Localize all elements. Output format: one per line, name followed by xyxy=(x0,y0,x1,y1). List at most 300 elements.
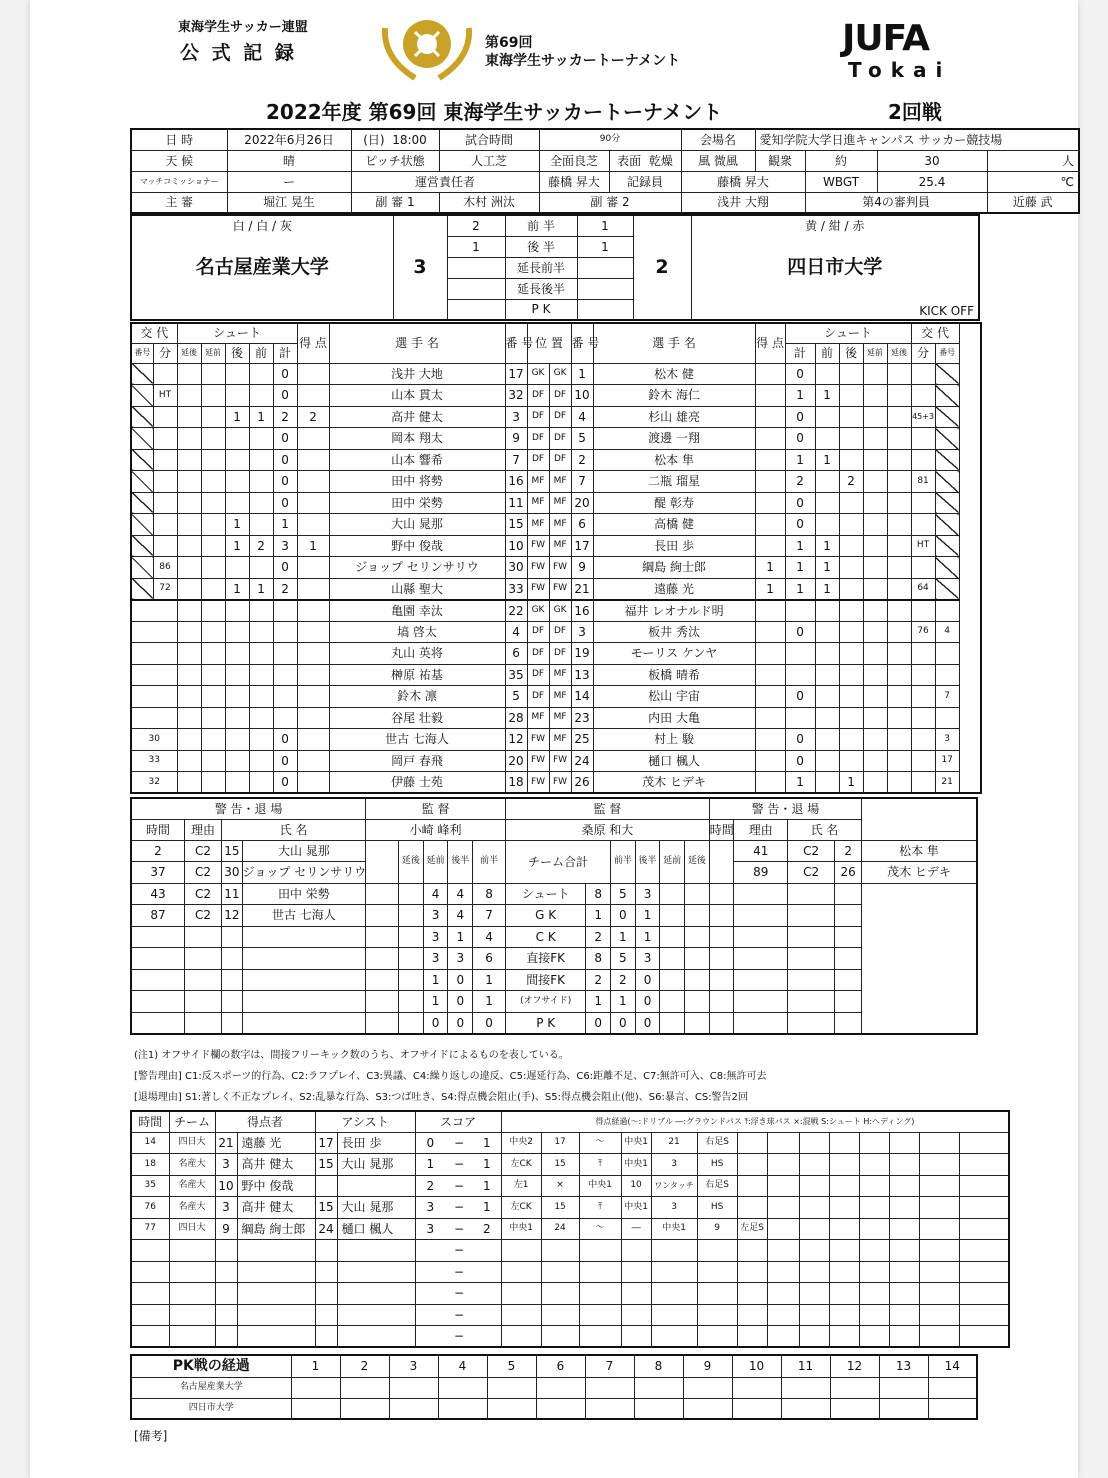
card-player xyxy=(835,905,862,927)
home-shots xyxy=(249,664,273,686)
goal-flow-step xyxy=(767,1283,799,1305)
stat-ext1 xyxy=(660,883,685,905)
goal-flow-step xyxy=(697,1240,737,1262)
home-player-name: 田中 将勢 xyxy=(329,471,505,493)
sub-header: 交 代 xyxy=(131,323,177,343)
sub-minute xyxy=(911,385,935,407)
pk-kick-number: 13 xyxy=(879,1355,928,1377)
away-shots xyxy=(815,686,839,708)
goal-flow-step xyxy=(697,1304,737,1326)
away-stat-total: 0 xyxy=(586,1012,611,1034)
goal-flow-step: 〜 xyxy=(579,1132,621,1154)
home-player-position: FW xyxy=(527,750,549,772)
away-shots xyxy=(887,449,911,471)
pk-kick xyxy=(438,1398,487,1419)
goal-empty xyxy=(315,1326,337,1348)
home-shots xyxy=(177,428,201,450)
away-shots xyxy=(863,643,887,665)
home-shots xyxy=(177,471,201,493)
away-shots xyxy=(863,492,887,514)
home-shots xyxy=(273,686,297,708)
assist-number: 17 xyxy=(315,1132,337,1154)
record-title: 公 式 記 録 xyxy=(180,42,297,64)
pk-kick xyxy=(585,1377,634,1398)
stat-label: C K xyxy=(506,926,586,948)
home-stat-h1: 4 xyxy=(448,883,473,905)
pk-kick xyxy=(389,1377,438,1398)
stat-ext2 xyxy=(685,991,710,1013)
sub-number-cell xyxy=(935,492,959,514)
home-stat-total: 6 xyxy=(473,948,506,970)
away-player-name: 高橋 健 xyxy=(593,514,755,536)
home-shots xyxy=(249,428,273,450)
wind-label: 風 xyxy=(698,153,711,168)
goal-team: 名産大 xyxy=(169,1154,215,1176)
sub-number-cell xyxy=(935,406,959,428)
away-shots xyxy=(887,406,911,428)
away-player-position: DF xyxy=(549,621,571,643)
goal-flow-step xyxy=(767,1154,799,1176)
pk-kick-number: 9 xyxy=(683,1355,732,1377)
stat-ext1 xyxy=(660,905,685,927)
home-shots xyxy=(177,600,201,622)
name-header: 選 手 名 xyxy=(593,323,755,363)
away-shots xyxy=(887,664,911,686)
away-goals xyxy=(755,729,785,751)
stat-ext1 xyxy=(399,1012,424,1034)
sub-minute: HT xyxy=(911,535,935,557)
goal-flow-step: 左1 xyxy=(501,1175,541,1197)
goal-flow-step xyxy=(919,1283,959,1305)
home-player-number: 12 xyxy=(505,729,527,751)
sub-number-cell xyxy=(131,557,153,579)
sub-minute xyxy=(911,428,935,450)
home-shots: 3 xyxy=(273,535,297,557)
sub-minute xyxy=(911,664,935,686)
card-player: 田中 栄勢 xyxy=(242,883,366,905)
goal-flow-step xyxy=(959,1326,1009,1348)
sub-number-cell xyxy=(131,406,153,428)
goal-flow-step: ワンタッチ xyxy=(651,1175,697,1197)
goal-team-header: チーム xyxy=(169,1111,215,1132)
home-shots xyxy=(201,514,225,536)
home-stat-h2: 1 xyxy=(423,969,448,991)
home-stat-h1: 1 xyxy=(448,926,473,948)
score-away xyxy=(473,1304,501,1326)
shoot-header: シュート xyxy=(177,323,297,343)
away-shots xyxy=(785,707,815,729)
score-away: 1 xyxy=(473,1197,501,1219)
goal-empty xyxy=(337,1326,415,1348)
scorer-number: 3 xyxy=(215,1154,237,1176)
home-player-number: 5 xyxy=(505,686,527,708)
sub-minute xyxy=(153,514,177,536)
home-shots xyxy=(177,557,201,579)
home-player-number: 33 xyxy=(505,578,527,600)
number-header: 番 号 xyxy=(571,323,593,363)
away-shots xyxy=(887,428,911,450)
away-player-position: GK xyxy=(549,600,571,622)
goal-empty xyxy=(237,1283,315,1305)
h1-header: 前 xyxy=(249,343,273,363)
goal-flow-step: 左足S xyxy=(737,1218,767,1240)
coach-label-away: 監 督 xyxy=(506,798,710,819)
goal-flow-step xyxy=(621,1304,651,1326)
card-time xyxy=(709,905,734,927)
goal-flow-step xyxy=(737,1154,767,1176)
goal-flow-step xyxy=(799,1240,829,1262)
away-shots xyxy=(887,578,911,600)
sub-number: 3 xyxy=(935,729,959,751)
score-away: 2 xyxy=(473,1218,501,1240)
away-shots xyxy=(839,686,863,708)
stat-ext1 xyxy=(399,948,424,970)
recorder-label: 記録員 xyxy=(609,171,681,192)
number-header: 番 号 xyxy=(505,323,527,363)
goal-flow-step xyxy=(621,1261,651,1283)
goal-flow-step xyxy=(579,1283,621,1305)
away-player-position: DF xyxy=(549,449,571,471)
stat-ext1 xyxy=(660,926,685,948)
goal-flow-step xyxy=(889,1326,919,1348)
away-stat-h1: 1 xyxy=(610,926,635,948)
score-home: 3 xyxy=(415,1218,445,1240)
home-shots: 1 xyxy=(249,578,273,600)
pk-kick xyxy=(781,1398,830,1419)
score-home xyxy=(415,1326,445,1348)
sub-number xyxy=(131,600,177,622)
home-player-position: MF xyxy=(527,471,549,493)
fourth-label: 第4の審判員 xyxy=(805,192,987,213)
home-shots: 0 xyxy=(273,363,297,385)
card-player xyxy=(835,969,862,991)
away-shots xyxy=(863,578,887,600)
stat-ext1 xyxy=(399,969,424,991)
pk-title: PK戦の経過 xyxy=(131,1355,291,1377)
card-player xyxy=(835,1012,862,1034)
goal-empty xyxy=(131,1261,169,1283)
home-shots xyxy=(201,385,225,407)
assist-number: 15 xyxy=(315,1197,337,1219)
home-player-name: 山縣 聖大 xyxy=(329,578,505,600)
pk-kick xyxy=(732,1398,781,1419)
day-value: (日) xyxy=(363,132,385,147)
sub-number-cell xyxy=(131,385,153,407)
score-dash: − xyxy=(445,1132,473,1154)
away-shots xyxy=(863,385,887,407)
away-shots xyxy=(815,492,839,514)
org-name: 東海学生サッカー連盟 xyxy=(178,20,308,35)
goal-flow-step: 〜 xyxy=(579,1218,621,1240)
away-shots xyxy=(815,428,839,450)
away-kit: 黄 / 紺 / 赤 xyxy=(691,215,979,236)
home-player-name: 山本 貫太 xyxy=(329,385,505,407)
away-shots xyxy=(863,707,887,729)
goal-flow-step xyxy=(651,1240,697,1262)
pk-kick xyxy=(928,1377,977,1398)
scoreboard xyxy=(130,214,980,321)
away-shots xyxy=(887,385,911,407)
cards-table xyxy=(130,797,978,1035)
pk-kick xyxy=(732,1377,781,1398)
away-stat-h2: 0 xyxy=(635,1012,660,1034)
scorer-name: 遠藤 光 xyxy=(237,1132,315,1154)
stat-ext2 xyxy=(366,991,399,1013)
score-dash: − xyxy=(445,1197,473,1219)
card-number: 15 xyxy=(222,840,243,862)
home-stat-total: 8 xyxy=(473,883,506,905)
home-shots xyxy=(249,729,273,751)
away-player-number: 20 xyxy=(571,492,593,514)
goal-time: 77 xyxy=(131,1218,169,1240)
stat-label: 直接FK xyxy=(506,948,586,970)
home-goals xyxy=(297,557,329,579)
card-reason xyxy=(734,883,788,905)
goal-empty xyxy=(169,1261,215,1283)
weather-label: 天 候 xyxy=(131,150,227,171)
home-player-number: 15 xyxy=(505,514,527,536)
goal-flow-step xyxy=(889,1283,919,1305)
card-player xyxy=(242,969,366,991)
home-shots xyxy=(201,772,225,794)
away-player-name: 板橋 晴希 xyxy=(593,664,755,686)
team-total-header: チーム合計 xyxy=(506,840,611,883)
away-player-number: 16 xyxy=(571,600,593,622)
commissioner-label: マッチコミッショナー xyxy=(131,171,227,192)
goal-team: 四日大 xyxy=(169,1132,215,1154)
sub-number-cell xyxy=(131,363,153,385)
pk-kick-number: 11 xyxy=(781,1355,830,1377)
away-shots xyxy=(785,643,815,665)
home-player-number: 9 xyxy=(505,428,527,450)
goal-flow-step xyxy=(541,1283,579,1305)
home-shots xyxy=(225,707,249,729)
away-shots: 1 xyxy=(815,385,839,407)
away-shots xyxy=(863,750,887,772)
away-goals xyxy=(755,621,785,643)
home-goals xyxy=(297,750,329,772)
away-goals xyxy=(755,707,785,729)
venue-label: 会場名 xyxy=(681,129,755,150)
sub-number xyxy=(131,707,177,729)
home-goals xyxy=(297,707,329,729)
away-shots xyxy=(839,578,863,600)
home-player-name: 亀園 幸汰 xyxy=(329,600,505,622)
page-title: 2022年度 第69回 東海学生サッカートーナメント xyxy=(266,100,723,124)
away-shots xyxy=(863,471,887,493)
pitch: 人工芝 xyxy=(439,150,539,171)
card-player xyxy=(242,1012,366,1034)
home-shots xyxy=(177,707,201,729)
goal-flow-step: 9 xyxy=(697,1218,737,1240)
stat-label: G K xyxy=(506,905,586,927)
score-home: 2 xyxy=(415,1175,445,1197)
home-shots xyxy=(177,621,201,643)
goal-flow-step xyxy=(651,1283,697,1305)
card-number xyxy=(787,948,834,970)
away-player-number: 5 xyxy=(571,428,593,450)
away-shots: 0 xyxy=(785,621,815,643)
home-total: 3 xyxy=(393,215,447,320)
weather: 晴 xyxy=(227,150,351,171)
note-caution: [警告理由] C1:反スポーツ的行為、C2:ラフプレイ、C3:異議、C4:繰り返しの違反、C5:遅延行為、C6:距離不足、C7:無許可入、C8:無許可去 xyxy=(134,1071,767,1082)
home-shots xyxy=(249,514,273,536)
pk-kick-number: 3 xyxy=(389,1355,438,1377)
pk-kick xyxy=(291,1398,340,1419)
goal-flow-step xyxy=(959,1218,1009,1240)
away-shots xyxy=(839,385,863,407)
home-shots xyxy=(177,363,201,385)
away-player-number: 6 xyxy=(571,514,593,536)
goal-flow-step: 右足S xyxy=(697,1175,737,1197)
ar2: 浅井 大翔 xyxy=(681,192,805,213)
away-shots xyxy=(887,729,911,751)
goal-flow-step xyxy=(767,1326,799,1348)
home-shots xyxy=(225,621,249,643)
goal-flow-step xyxy=(859,1218,889,1240)
away-shots xyxy=(887,363,911,385)
score-dash: − xyxy=(445,1283,473,1305)
sub-number-cell xyxy=(935,449,959,471)
away-goals xyxy=(755,600,785,622)
away-player-number: 7 xyxy=(571,471,593,493)
goal-flow-step xyxy=(829,1283,859,1305)
stat-ext2 xyxy=(685,926,710,948)
sub-number xyxy=(935,707,959,729)
card-time: 43 xyxy=(131,883,185,905)
card-number: 2 xyxy=(835,840,862,862)
sub-minute xyxy=(153,492,177,514)
home-player-position: DF xyxy=(527,643,549,665)
stat-ext1 xyxy=(399,926,424,948)
away-stat-h1: 0 xyxy=(610,905,635,927)
goal-flow-step: HS xyxy=(697,1154,737,1176)
home-shots xyxy=(225,643,249,665)
home-goals xyxy=(297,385,329,407)
time-value: 18:00 xyxy=(392,132,427,147)
card-number: 11 xyxy=(222,883,243,905)
goal-empty xyxy=(337,1261,415,1283)
home-stat-h2: 0 xyxy=(423,1012,448,1034)
crowd-pre: 約 xyxy=(805,150,877,171)
goal-flow-step xyxy=(889,1154,919,1176)
home-player-name: 岡戸 春飛 xyxy=(329,750,505,772)
sub-number xyxy=(935,643,959,665)
home-shots: 1 xyxy=(225,578,249,600)
away-player-number: 13 xyxy=(571,664,593,686)
home-shots xyxy=(249,707,273,729)
home-stat-h1: 0 xyxy=(448,1012,473,1034)
away-shots xyxy=(815,471,839,493)
away-player-name: 松本 隼 xyxy=(593,449,755,471)
goal-flow-step xyxy=(889,1240,919,1262)
spacer xyxy=(709,840,734,883)
goal-flow-step xyxy=(541,1261,579,1283)
sub-number: 32 xyxy=(131,772,177,794)
away-shots: 1 xyxy=(785,535,815,557)
stat-ext2 xyxy=(366,883,399,905)
home-player-name: 世古 七海人 xyxy=(329,729,505,751)
away-player-position: MF xyxy=(549,492,571,514)
card-time xyxy=(131,926,185,948)
surface-label: 表面 xyxy=(617,153,642,168)
goal-flow-step xyxy=(959,1283,1009,1305)
sub-number xyxy=(935,664,959,686)
home-shots xyxy=(225,772,249,794)
home-player-position: FW xyxy=(527,729,549,751)
away-shots xyxy=(815,772,839,794)
kickoff-label: KICK OFF xyxy=(691,299,979,320)
away-shots xyxy=(863,664,887,686)
scorer-name: 綱島 絢士郎 xyxy=(237,1218,315,1240)
name-header: 選 手 名 xyxy=(329,323,505,363)
away-shots xyxy=(785,600,815,622)
home-shots: 1 xyxy=(225,535,249,557)
away-shots: 2 xyxy=(785,471,815,493)
goal-flow-step: 24 xyxy=(541,1218,579,1240)
away-shots xyxy=(815,363,839,385)
away-stat-h2: 1 xyxy=(635,926,660,948)
goal-empty xyxy=(169,1326,215,1348)
period-label: 延長前半 xyxy=(505,257,577,278)
sub-number: 33 xyxy=(131,750,177,772)
ext2-header: 延後 xyxy=(399,840,424,883)
goal-flow-step xyxy=(767,1261,799,1283)
goal-flow-step: HS xyxy=(697,1197,737,1219)
sub-number-cell xyxy=(131,428,153,450)
goal-flow-step xyxy=(859,1154,889,1176)
goal-flow-step xyxy=(501,1261,541,1283)
away-player-number: 10 xyxy=(571,385,593,407)
card-reason: C2 xyxy=(185,840,222,862)
away-player-number: 26 xyxy=(571,772,593,794)
goal-empty xyxy=(215,1283,237,1305)
card-reason xyxy=(185,948,222,970)
stat-label: P K xyxy=(506,1012,586,1034)
pk-kick-number: 14 xyxy=(928,1355,977,1377)
goal-empty xyxy=(131,1326,169,1348)
sub-number-cell xyxy=(935,385,959,407)
score-home xyxy=(415,1240,445,1262)
home-player-position: GK xyxy=(527,363,549,385)
sub-minute xyxy=(911,707,935,729)
sub-number-cell xyxy=(131,492,153,514)
round-label: 2回戦 xyxy=(888,100,942,124)
goal-flow-step xyxy=(697,1283,737,1305)
goal-flow-step xyxy=(737,1304,767,1326)
away-player-name: 板井 秀汰 xyxy=(593,621,755,643)
home-shots xyxy=(201,471,225,493)
pk-kick-number: 2 xyxy=(340,1355,389,1377)
home-shots xyxy=(249,492,273,514)
date-label: 日 時 xyxy=(131,129,227,150)
home-shots xyxy=(225,729,249,751)
away-shots xyxy=(863,600,887,622)
home-player-name: 塙 啓太 xyxy=(329,621,505,643)
away-shots xyxy=(839,643,863,665)
goal-flow-step: 10 xyxy=(621,1175,651,1197)
cards-title-home: 警 告・退 場 xyxy=(131,798,366,819)
home-shots xyxy=(201,557,225,579)
scorer-number: 3 xyxy=(215,1197,237,1219)
num-sub-header: 番号 xyxy=(935,343,959,363)
pk-kick xyxy=(585,1398,634,1419)
home-player-number: 35 xyxy=(505,664,527,686)
card-player xyxy=(835,991,862,1013)
home-shots xyxy=(225,428,249,450)
away-shots xyxy=(863,363,887,385)
home-shots xyxy=(201,600,225,622)
